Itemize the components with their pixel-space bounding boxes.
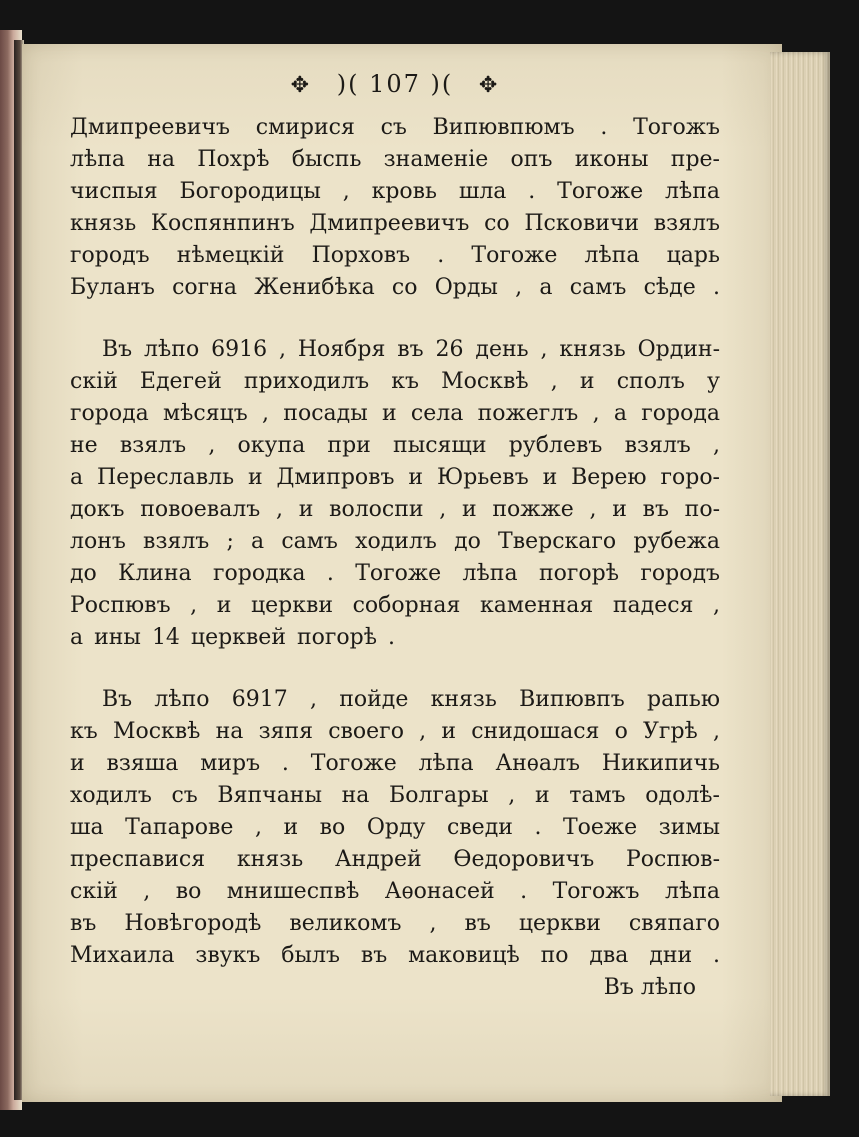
text-line: а Переславль и Дмипровъ и Юрьевъ и Верею горо- <box>70 465 720 490</box>
paragraph-1 <box>70 112 720 304</box>
right-ornament-icon: ✥ <box>478 73 500 98</box>
text-line: и взяша миръ . Тогоже лѣпа Анѳалъ Никипичь <box>70 751 720 776</box>
text-line: лѣпа на Похрѣ быспь знаменіе опъ иконы пре- <box>70 147 720 172</box>
text-line: Въ лѣпо 6917 , пойде князь Випювпъ рапью <box>102 687 720 712</box>
text-line: городъ нѣмецкій Порховъ . Тогоже лѣпа царь <box>70 243 720 268</box>
page-text <box>70 70 720 1004</box>
catchword: Въ лѣпо <box>603 975 696 1000</box>
text-line: скій , во мнишеспвѣ Аѳонасей . Тогожъ лѣпа <box>70 879 720 904</box>
text-line: до Клина городка . Тогоже лѣпа погорѣ городъ <box>70 561 720 586</box>
text-line: а ины 14 церквей погорѣ . <box>70 625 396 650</box>
page-stack-edges <box>770 52 830 1096</box>
text-line: чиспыя Богородицы , кровь шла . Тогоже лѣпа <box>70 179 720 204</box>
text-line: Роспювъ , и церкви соборная каменная падеся , <box>70 593 720 618</box>
text-line: преспавися князь Андрей Ѳедоровичъ Роспюв- <box>70 847 720 872</box>
text-line: лонъ взялъ ; а самъ ходилъ до Тверскаго рубежа <box>70 529 720 554</box>
text-line: въ Новѣгородѣ великомъ , въ церкви свяпаго <box>70 911 720 936</box>
text-line: скій Едегей приходилъ къ Москвѣ , и сполъ у <box>70 369 720 394</box>
text-line: князь Коспянпинъ Дмипреевичъ со Псковичи взялъ <box>70 211 720 236</box>
page-number: )( 107 )( <box>336 70 454 98</box>
text-line: Въ лѣпо 6916 , Ноября въ 26 день , князь Ордин- <box>102 337 720 362</box>
paragraph-2 <box>70 334 720 654</box>
text-line: ша Тапарове , и во Орду сведи . Тоеже зимы <box>70 815 720 840</box>
page-header <box>70 70 720 98</box>
text-line: Михаила звукъ былъ въ маковицѣ по два дни . <box>70 943 720 968</box>
text-line: Дмипреевичъ смирися съ Випювпюмъ . Тогожъ <box>70 115 720 140</box>
text-line: Буланъ согна Женибѣка со Орды , а самъ сѣде . <box>70 275 720 300</box>
text-line: докъ повоевалъ , и волоспи , и пожже , и въ по- <box>70 497 720 522</box>
text-line: ходилъ съ Вяпчаны на Болгары , и тамъ одолѣ- <box>70 783 720 808</box>
text-line: города мѣсяцъ , посады и села пожеглъ , а города <box>70 401 720 426</box>
paragraph-3 <box>70 684 720 972</box>
left-ornament-icon: ✥ <box>290 73 312 98</box>
text-line: не взялъ , окупа при пысящи рублевъ взялъ , <box>70 433 720 458</box>
text-line: къ Москвѣ на зяпя своего , и снидошася о Угрѣ , <box>70 719 720 744</box>
